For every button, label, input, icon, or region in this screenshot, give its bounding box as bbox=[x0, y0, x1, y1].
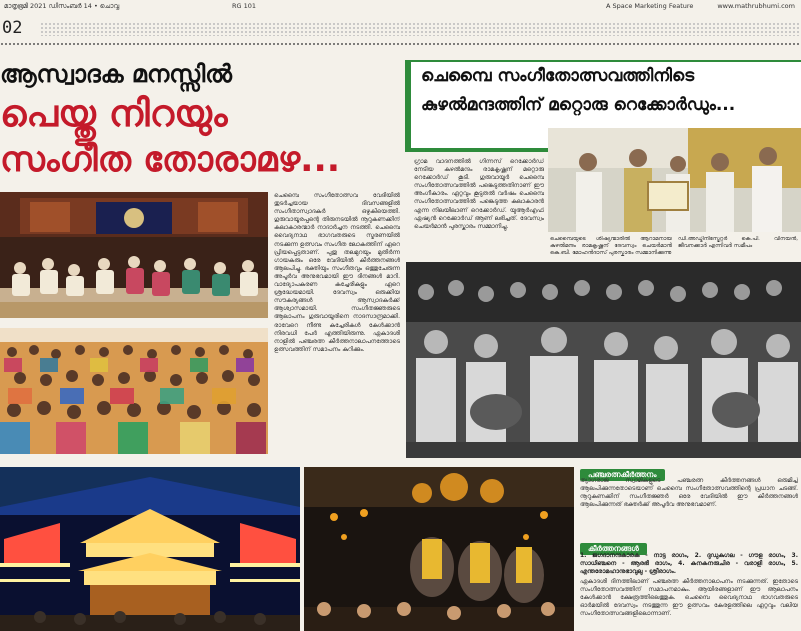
headline-line-1: ആസ്വാദക മനസ്സിൽ bbox=[0, 60, 232, 88]
page-number: 02 bbox=[2, 18, 23, 38]
pancharatnam-body: ത്യാഗരാജ സ്വാമികളുടെ പഞ്ചരത്ന കീർത്തനങ്ങൾ ഒരുമിച്ച് ആലപിക്കുന്നതോടെയാണ് ചെമ്പൈ സംഗീതോത്സവത്തിന്റെ പ്രധാന ചടങ്ങ്. നൂറുകണക്കിന് സംഗീതജ്ഞർ ഒരേ വേദിയിൽ ഈ കീർത്തനങ്ങൾ ആലപിക്കുന്നത് ഭക്തർക്ക് അപൂർവ അനുഭവമാണ്. bbox=[580, 477, 798, 509]
page-code: RG 101 bbox=[232, 2, 257, 10]
headline-line-3: സംഗീത തോരാമഴ... bbox=[0, 140, 341, 180]
elephant-procession-photo bbox=[304, 467, 574, 631]
award-ceremony-photo bbox=[548, 128, 801, 232]
green-accent-bar bbox=[405, 60, 411, 152]
header-rule bbox=[0, 42, 801, 46]
award-caption-left: ചെമ്പൈയുടെ ശിഷ്യന്മാരിൽ ആറാമനായ കുഴൽമന്ദം രാമകൃഷ്ണന് ദേവസ്വം ചെയർമാൻ കെ.ബി. മോഹൻദാസ് പുരസ്കാരം സമ്മാനിക്കുന്നു bbox=[550, 236, 672, 256]
keerthanangal-label: കീർത്തനങ്ങൾ bbox=[580, 543, 647, 555]
archival-concert-photo bbox=[406, 262, 801, 458]
website-link[interactable]: www.mathrubhumi.com bbox=[717, 2, 795, 10]
award-caption-right: ഡി.അഡ്മിനിസ്ട്രേറ്റർ കെ.പി. വിനയൻ, ജീവനക്കാർ എന്നിവർ സമീപം bbox=[678, 236, 798, 249]
headline-line-2: പെയ്തു നിറയും bbox=[0, 92, 228, 135]
record-story-title-1: ചെമ്പൈ സംഗീതോത്സവത്തിനിടെ bbox=[421, 66, 695, 86]
temple-illumination-photo bbox=[0, 467, 300, 631]
header-dot-band bbox=[40, 22, 801, 36]
main-story-body: ചെമ്പൈ സംഗീതോത്സവ വേദിയിൽ തുടർച്ചയായ ദിവസങ്ങളിൽ സംഗീതാസ്വാദകർ ഒഴുകിയെത്തി. ഗുരുവായൂരപ്പന്റെ തിരുനടയിൽ നൂറുകണക്കിന് കലാകാരന്മാർ നാദാർച്ചന നടത്തി. ചെമ്പൈ വൈദ്യനാഥ ഭാഗവതരുടെ സ്മരണയിൽ നടക്കുന്ന ഉത്സവം സംഗീത ലോകത്തിന് ഏറെ പ്രിയപ്പെട്ടതാണ്. പുതു തലമുറയും മുതിർന്ന ഗായകരും ഒരേ വേദിയിൽ കീർത്തനങ്ങൾ ആലപിച്ചു. ഭക്തിയും സംഗീതവും ഒത്തുചേരുന്ന അപൂർവ അനുഭവമായി ഈ ദിനങ്ങൾ മാറി. വാദ്യോപകരണ കച്ചേരികളും ഏറെ ശ്രദ്ധേയമായി. ദേവസ്വം ഒരുക്കിയ സൗകര്യങ്ങൾ ആസ്വാദകർക്ക് ആശ്വാസമായി. സംഗീതജ്ഞരുടെ ആലാപനം ഗുരുവായൂരിനെ നാദസാന്ദ്രമാക്കി. രാവേറെ നീണ്ട കച്ചേരികൾ കേൾക്കാൻ നിരവധി പേർ എത്തിയിരുന്നു. ഏകാദശി നാളിൽ പഞ്ചരത്ന കീർത്തനാലാപനത്തോടെ ഉത്സവത്തിന് സമാപനം കുറിക്കും. bbox=[274, 192, 400, 353]
record-story-body: ഗ്രാമ വാദനത്തിൽ ഗിന്നസ് റെക്കോർഡ് നേടിയ കുഴൽമന്ദം രാമകൃഷ്ണന് മറ്റൊരു റെക്കോർഡ് കൂടി. ഗുരുവായൂർ ചെമ്പൈ സംഗീതോത്സവത്തിൽ പങ്കെടുത്തതിനാണ് ഈ അംഗീകാരം. ഏറ്റവും കൂടുതൽ വർഷം ചെമ്പൈ സംഗീതോത്സവത്തിൽ പങ്കെടുത്ത കലാകാരൻ എന്ന നിലയിലാണ് റെക്കോർഡ്. യുആർഎഫ് ഏഷ്യൻ റെക്കോർഡ് ആണ് ലഭിച്ചത്. ദേവസ്വം ചെയർമാൻ പുരസ്കാരം സമ്മാനിച്ചു. bbox=[414, 158, 544, 230]
page-header bbox=[0, 0, 801, 12]
keerthanangal-body: ഏകാദശി ദിനത്തിലാണ് പഞ്ചരത്ന കീർത്തനാലാപനം നടക്കുന്നത്. ഇതോടെ സംഗീതോത്സവത്തിന് സമാപനമാകും. ആയിരങ്ങളാണ് ഈ ആലാപനം കേൾക്കാൻ ക്ഷേത്രത്തിലെത്തുക. ചെമ്പൈ വൈദ്യനാഥ ഭാഗവതരുടെ ഓർമയിൽ ദേവസ്വം നടത്തുന്ന ഈ ഉത്സവം കേരളത്തിലെ ഏറ്റവും വലിയ സംഗീതോത്സവങ്ങളിലൊന്നാണ്. bbox=[580, 578, 798, 618]
feature-label: A Space Marketing Feature bbox=[606, 2, 694, 10]
concert-stage-photo bbox=[0, 192, 268, 318]
pancharatnam-label: പഞ്ചരത്നകീർത്തനം bbox=[580, 469, 665, 481]
keerthanangal-list: 1. ജഗദാനന്ദകാരക - നാട്ട രാഗം, 2. ദുഡുകുഗല - ഗൗള രാഗം, 3. സാധിഞ്ചനെ - ആരഭി രാഗം, 4. കനകനരുചിര - വരാളി രാഗം, 5. എന്തരോമഹാനുഭാവുലു - ശ്രീരാഗം. bbox=[580, 552, 798, 576]
masthead-date: മാതൃഭൂമി 2021 ഡിസംബർ 14 • ചൊവ്വ bbox=[4, 2, 120, 10]
record-story-title-2: കുഴൽമന്ദത്തിന് മറ്റൊരു റെക്കോർഡും... bbox=[421, 95, 736, 115]
audience-photo bbox=[0, 328, 268, 454]
